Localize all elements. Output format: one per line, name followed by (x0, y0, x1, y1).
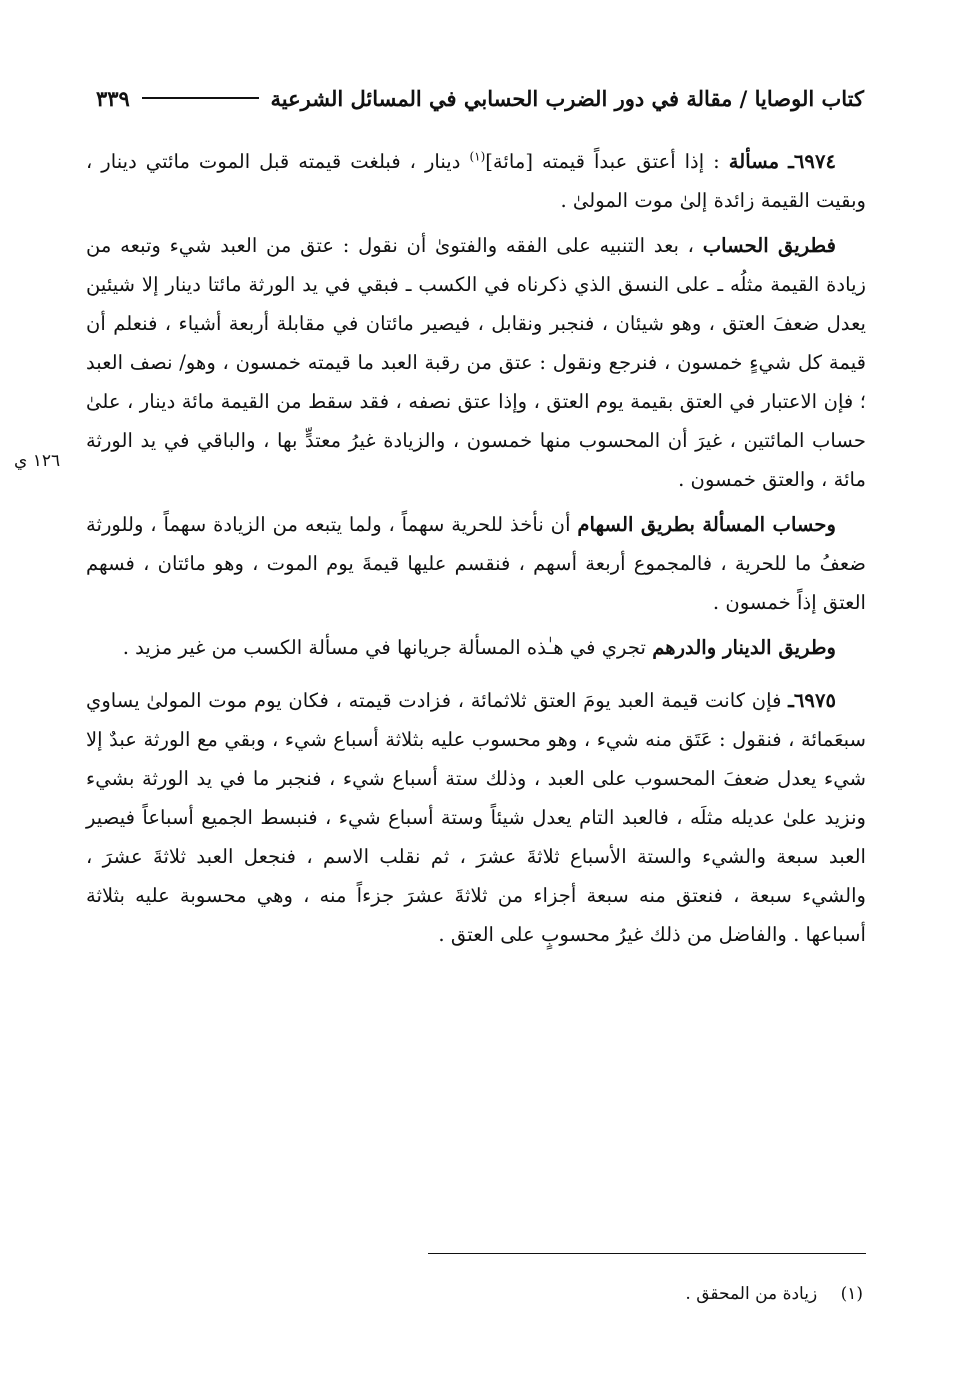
main-text (86, 142, 866, 960)
footnote-ref: (١) (469, 149, 486, 164)
paragraph-text: تجري في هـٰذه المسألة جريانها في مسألة الكسب من غير مزيد . (122, 636, 653, 659)
issue-number: ٦٩٧٤ـ (788, 150, 836, 173)
paragraph-6975 (86, 681, 866, 954)
paragraph-text: ، بعد التنبيه على الفقه والفتوىٰ أن نقول : عتق من العبد شيء وتبعه من زيادة القيمة مثلُه ـ على النسق الذي ذكرناه في الكسب ـ فبقي في يد الورثة مائتا دينار إلا شيئين يعدل ضعفَ العتق ، وهو شيئان ، فنجبر ونقابل ، فيصير مائتان في مقابلة أربعة أشياء ، فنعلم أن قيمة كل شيءٍ خمسون ، فنرجع ونقول : عتق من رقبة العبد ما قيمته خمسون ، وهو/ نصف العبد ؛ فإن الاعتبار في العتق بقيمة يوم العتق ، وإذا عتق نصفه ، فقد سقط من القيمة مائة دينار ، علىٰ حساب المائتين ، غيرَ أن المحسوب منها خمسون ، والزيادة غيرُ معتدٍّ بها ، والباقي في يد الورثة مائة ، والعتق خمسون . (86, 234, 866, 491)
paragraph-dinar-dirham-method (86, 628, 866, 667)
paragraph-text: : إذا أعتق عبداً قيمته [مائة] (485, 150, 729, 173)
footnote-text: زيادة من المحقق . (685, 1284, 818, 1304)
issue-number: ٦٩٧٥ـ (788, 689, 836, 712)
section-label: وحساب المسألة بطريق السهام (577, 513, 836, 536)
header-rule (142, 97, 259, 99)
footnote (163, 1284, 863, 1304)
paragraph-text: فإن كانت قيمة العبد يومَ العتق ثلاثمائة ، فزادت قيمته ، فكان يوم موت المولىٰ يساوي سبعَمائة ، فنقول : عَتَق منه شيء ، وهو محسوب عليه بثلاثة أسباع شيء ، وبقي مع الورثة عبدٌ إلا شيء يعدل ضعفَ المحسوب على العبد ، وذلك ستة أسباع شيء ، فنجبر ما في يد الورثة بشيء ونزيد علىٰ عديله مثلَه ، فالعبد التام يعدل شيئاً وستة أسباع شيء ، فنبسط الجميع أسباعاً فيصير العبد سبعة والشيء والستة الأسباع ثلاثةَ عشرَ ، ثم نقلب الاسم ، فنجعل العبد ثلاثةَ عشرَ ، والشيء سبعة ، فنعتق منه سبعة أجزاء من ثلاثةَ عشرَ جزءاً منه ، وهي محسوبة عليه بثلاثة أسباعها . والفاضل من ذلك غيرُ محسوبٍ على العتق . (86, 689, 866, 946)
section-label: فطريق الحساب (702, 234, 836, 257)
paragraph-calculation-method (86, 226, 866, 499)
paragraph-text: دينار ، فبلغت قيمته قبل الموت مائتي دينار ، وبقيت القيمة زائدة إلىٰ موت المولىٰ . (86, 150, 866, 212)
paragraph-shares-method (86, 505, 866, 622)
issue-label: مسألة (728, 150, 780, 173)
section-label: وطريق الدينار والدرهم (652, 636, 836, 659)
footnote-number: (١) (840, 1284, 863, 1304)
running-header (96, 76, 864, 120)
footnote-divider (428, 1253, 866, 1254)
paragraph-6974 (86, 142, 866, 220)
margin-reference: ١٢٦ ي (14, 451, 61, 471)
paragraph-text: أن نأخذ للحرية سهماً ، ولما يتبعه من الزيادة سهماً ، وللورثة ضعفُ ما للحرية ، فالمجموع أربعة أسهم ، فنقسم عليها قيمةَ يوم الموت ، وهو مائتان ، فسهم العتق إذاً خمسون . (86, 513, 866, 614)
page-number: ٣٣٩ (96, 85, 130, 111)
header-title: كتاب الوصايا / مقالة في دور الضرب الحسابي في المسائل الشرعية (270, 85, 864, 111)
